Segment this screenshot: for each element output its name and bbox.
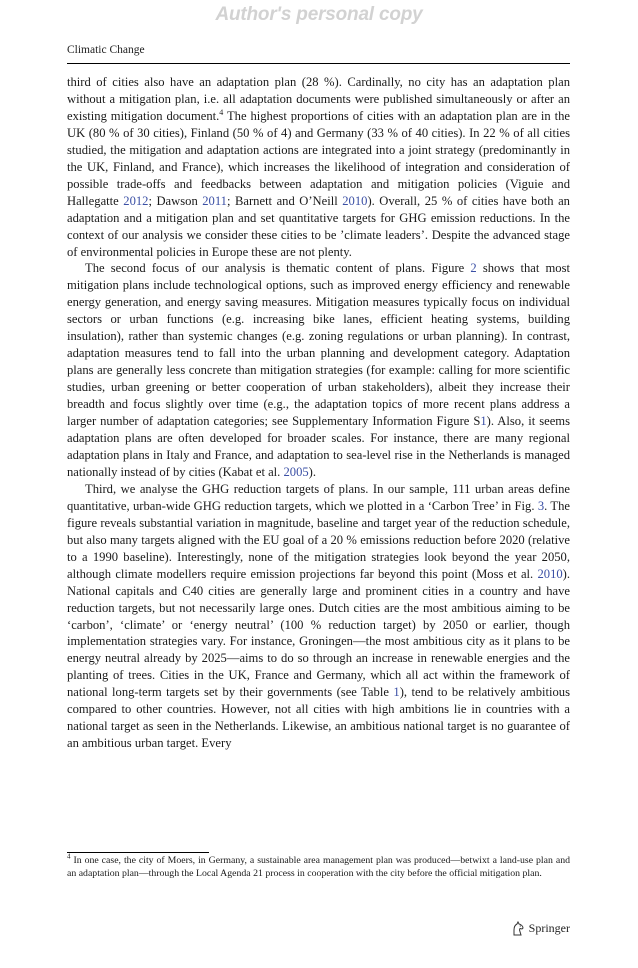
- citation-link[interactable]: 2005: [283, 464, 309, 479]
- figure-link[interactable]: 1: [480, 414, 487, 429]
- table-link[interactable]: 1: [393, 685, 400, 700]
- springer-horse-icon: [511, 921, 525, 936]
- publisher-name: Springer: [528, 921, 570, 935]
- body-text: [67, 74, 570, 752]
- citation-link[interactable]: 2010: [537, 566, 563, 581]
- header-rule: [67, 63, 570, 64]
- citation-link[interactable]: 2010: [342, 193, 368, 208]
- paragraph-3: Third, we analyse the GHG reduction targets of plans. In our sample, 111 urban areas define quantitative, urban-wide GHG reduction targets, which we plotted in a ‘Carbon Tree’ in Fig. 3. The figure reveals substantial variation in magnitude, baseline and target year of the reduction schedule, but also many targets aligned with the EU goal of a 20 % emissions reduction before 2020 (relative to a 1990 baseline). Interestingly, none of the mitigation strategies look beyond the year 2050, although climate modellers require emission projections far beyond this point (Moss et al. 2010). National capitals and C40 cities are generally large and prominent cities in a country and have reduction targets, but not necessarily large ones. Dutch cities are the most ambitious aiming to be ‘carbon’, ‘climate’ or ‘energy neutral’ (100 % reduction target) by 2050 or earlier, though implementation strategies vary. For instance, Groningen—the most ambitious city as it plans to be energy neutral already by 2025—aims to do so through an increase in renewable energies and the planting of trees. Cities in the UK, France and Germany, which all act within the framework of national long-term targets set by their governments (see Table 1), tend to be relatively ambitious compared to other countries. However, not all cities with high ambitions lie in countries with a national target as seen in the Netherlands. Likewise, an ambitious national target is no guarantee of an ambitious urban target. Every: [67, 481, 570, 751]
- footnote-ref[interactable]: 4: [219, 107, 224, 117]
- figure-link[interactable]: 2: [470, 261, 477, 276]
- footnote-rule: [67, 852, 209, 853]
- watermark: Author's personal copy: [215, 4, 423, 25]
- citation-link[interactable]: 2011: [202, 193, 227, 208]
- footnote-number: 4: [67, 852, 71, 861]
- paragraph-1: third of cities also have an adaptation plan (28 %). Cardinally, no city has an adaptation plan without a mitigation plan, i.e. all adaptation documents were published simultaneously or after an existing mitigation document.$^4$ The highest proportions of cities with an adaptation plan are in the UK (80 % of 30 cities), Finland (50 % of 4) and Germany (33 % of 40 cities). In 22 % of all cities studied, the mitigation and adaptation actions are integrated into a joint strategy (predominantly in the UK, Finland, and France), which increases the likelihood of integration and consideration of possible trade-offs and feedbacks between adaptation and mitigation policies (Viguie and Hallegatte 2012; Dawson 2011; Barnett and O’Neill 2010). Overall, 25 % of cities have both an adaptation and a mitigation plan and set quantitative targets for GHG emission reductions. In the context of our analysis we consider these cities to be ’climate leaders’. Despite the advanced stage of environmental policies in Europe these are not plenty.: [67, 75, 570, 259]
- footnote: $^4$ In one case, the city of Moers, in Germany, a sustainable area management plan was produced—betwixt a land-use plan and an adaptation plan—through the Local Agenda 21 process in cooperation with the city before the official mitigation plan.: [67, 852, 570, 879]
- citation-link[interactable]: 2012: [123, 193, 149, 208]
- paragraph-2: The second focus of our analysis is thematic content of plans. Figure 2 shows that most mitigation plans include technological options, such as improved energy efficiency and renewable energy generation, and energy saving measures. Mitigation measures typically focus on individual sectors or urban functions (e.g. increasing bike lanes, efficient heating systems, building insulation), rather than systemic changes (e.g. zoning regulations or urban planning). In contrast, adaptation measures tend to fall into the urban planning and development category. Adaptation plans are generally less concrete than mitigation strategies (for example: calling for more scientific studies, urban greening or better cooperation of urban stakeholders), albeit they increase their breadth and focus slightly over time (e.g., the adaptation topics of more recent plans address a larger number of adaptation categories; see Supplementary Information Figure S1). Also, it seems adaptation plans are often developed for broader scales. For instance, there are many regional adaptation plans in Italy and France, and adaptation to sea-level rise in the Netherlands is managed nationally instead of by cities (Kabat et al. 2005).: [67, 261, 571, 479]
- figure-link[interactable]: 3: [537, 498, 545, 513]
- publisher-logo: [511, 921, 570, 936]
- running-head: Climatic Change: [67, 44, 145, 56]
